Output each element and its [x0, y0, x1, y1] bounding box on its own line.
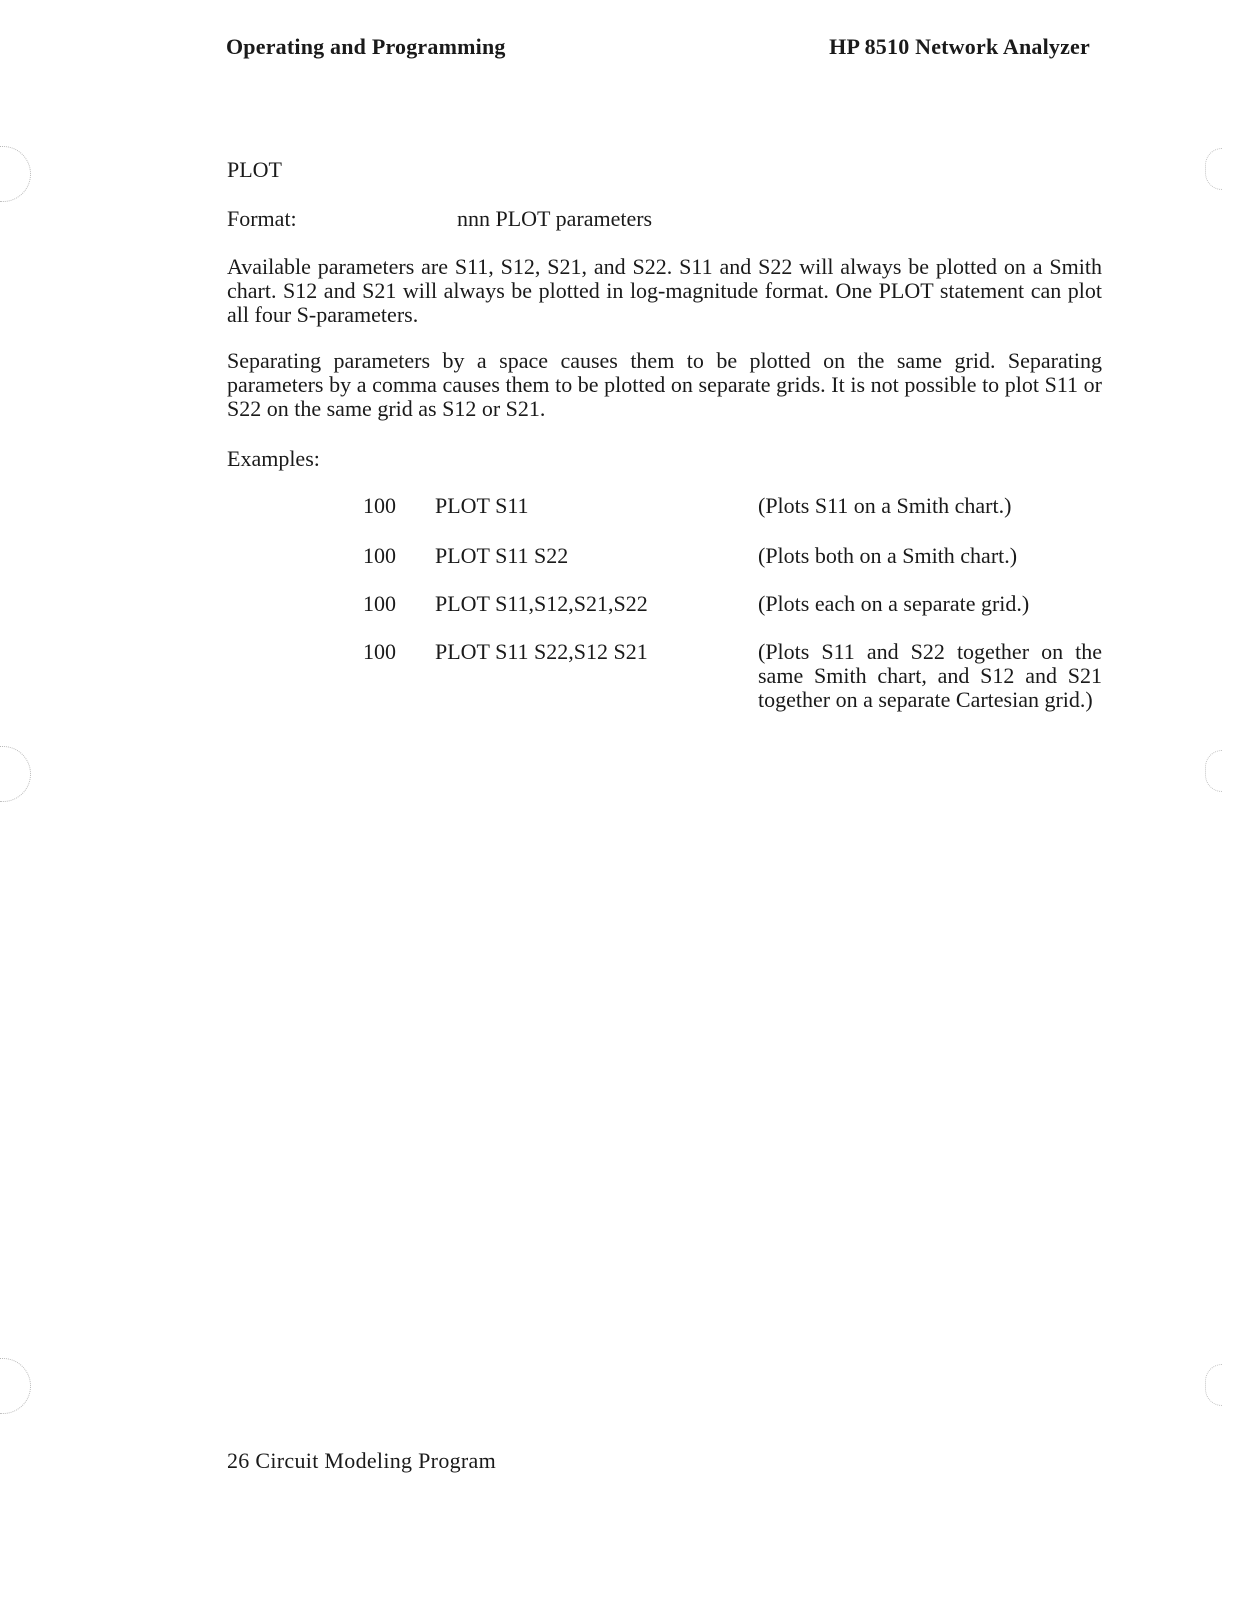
example-description: (Plots each on a separate grid.): [758, 591, 1030, 616]
bleed-through-mark: [1205, 1364, 1222, 1406]
bleed-through-mark: [1205, 148, 1222, 190]
paragraph-separators: Separating parameters by a space causes them to be plotted on the same grid. Separating parameters by a comma causes them to be plotted on separate grids. It is not possible to plot S11 or S22 on the same grid as S12 or S21.: [227, 348, 1102, 421]
paragraph-parameters: Available parameters are S11, S12, S21, and S22. S11 and S22 will always be plotted on a Smith chart. S12 and S21 will always be plotted in log-magnitude format. One PLOT statement can plot all four S-parameters.: [227, 254, 1102, 327]
examples-label: Examples:: [227, 446, 320, 471]
example-code: PLOT S11,S12,S21,S22: [435, 591, 648, 616]
example-code: PLOT S11 S22,S12 S21: [435, 639, 648, 664]
punch-hole-mark: [0, 746, 31, 802]
format-value: nnn PLOT parameters: [457, 206, 653, 231]
example-description: (Plots S11 and S22 together on the same Smith chart, and S12 and S21 together on a separate Cartesian grid.): [758, 639, 1102, 712]
example-code: PLOT S11: [435, 493, 529, 518]
example-code: PLOT S11 S22: [435, 543, 569, 568]
example-line-number: 100: [363, 493, 396, 518]
page-footer: 26 Circuit Modeling Program: [227, 1448, 497, 1473]
section-title: PLOT: [227, 157, 282, 182]
running-header-left: Operating and Programming: [226, 34, 506, 59]
running-header-right: HP 8510 Network Analyzer: [829, 34, 1090, 59]
example-line-number: 100: [363, 639, 396, 664]
example-description: (Plots S11 on a Smith chart.): [758, 493, 1012, 518]
format-label: Format:: [227, 206, 297, 231]
example-description: (Plots both on a Smith chart.): [758, 543, 1018, 568]
bleed-through-mark: [1205, 750, 1222, 792]
example-line-number: 100: [363, 591, 396, 616]
punch-hole-mark: [0, 1358, 31, 1414]
example-line-number: 100: [363, 543, 396, 568]
punch-hole-mark: [0, 146, 31, 202]
